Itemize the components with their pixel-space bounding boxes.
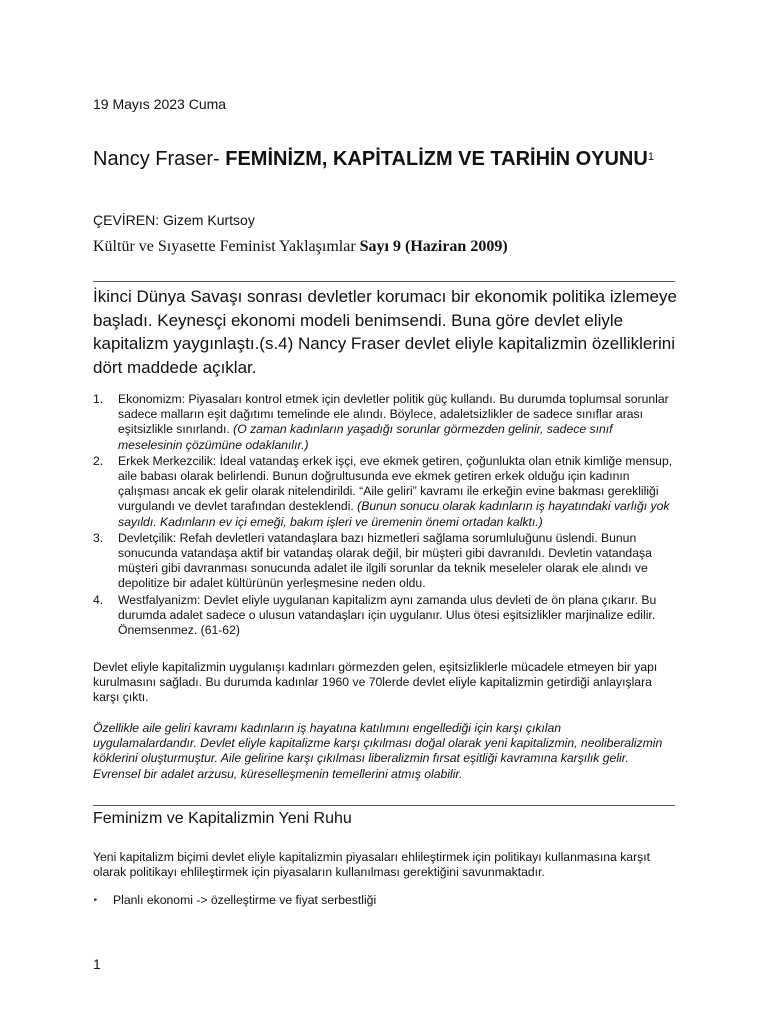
source-issue: Sayı 9 (Haziran 2009) <box>359 238 508 255</box>
list-item <box>93 593 673 639</box>
body-paragraph: Devlet eliyle kapitalizmin uygulanışı kadınları görmezden gelen, eşitsizliklerle mücadele etmeyen bir yapı kurulmasını sağladı. Bu durumda kadınlar 1960 ve 70lerde devlet eliyle kapitalizmin getirdiği anlayışlara karşı çıktı. <box>93 660 658 705</box>
body-paragraph: Yeni kapitalizm biçimi devlet eliyle kapitalizmin piyasaları ehlileştirmek için politikayı kullanmasına karşıt olarak politikayı ehlileştirmek için piyasaların kullanılması gerektiğini savunmaktadır. <box>93 850 651 879</box>
list-item <box>93 454 673 530</box>
bullet-text: Planlı ekonomi -> özelleştirme ve fiyat serbestliği <box>113 893 377 907</box>
translator-line: ÇEVİREN: Gizem Kurtsoy <box>93 212 255 228</box>
list-number: 1. <box>93 392 104 406</box>
top-divider <box>93 281 675 282</box>
document-date: 19 Mayıs 2023 Cuma <box>93 96 227 112</box>
bullet-marker: ‣ <box>93 895 99 905</box>
list-item <box>93 531 673 592</box>
list-text: Westfalyanizm: Devlet eliyle uygulanan kapitalizm aynı zamanda ulus devleti de ön plana çıkarır. Bu durumda adalet sadece o ulusun vatandaşları için uygulanır. Ulus ötesi eşitsizlikler marjinalize edilir. Önemsenmez. (61-62) <box>118 592 657 638</box>
title-footnote-marker: 1 <box>647 151 654 163</box>
list-text: Erkek Merkezcilik: İdeal vatandaş erkek işçi, eve ekmek getiren, çoğunlukta olan etnik kimliğe mensup, aile babası olarak belirlendi. Bunun doğrultusunda eve ekmek getiren erkek olduğu için kadının çalışması ancak ek gelir olarak nitelendirildi. “Aile geliri” kavramı ile erkeğin evine bakması gerekliliği vurgulandı ve devlet tarafından desteklendi. <box>118 453 673 514</box>
document-title <box>93 146 693 173</box>
bullet-item <box>93 893 376 907</box>
list-item <box>93 392 673 453</box>
list-italic-note: (Bunun sonucu olarak kadınların iş hayatındaki varlığı yok sayıldı. Kadınların ev içi emeği, bakım işleri ve üremenin önemi ortadan kalktı.) <box>118 499 670 529</box>
list-text: Devletçilik: Refah devletleri vatandaşlara bazı hizmetleri sağlama sorumluluğunu üslendi. Bunun sonucunda vatandaşa aktif bir vatandaş olarak değil, bir müşteri gibi davranıldı. Devletin vatandaşa müşteri gibi davranması sonucunda adalet ile ilgili sorunlar da teknik meseleler olarak ele alındı ve depolitize bir adalet kültürünün yerleşmesine neden oldu. <box>118 530 652 591</box>
numbered-list <box>93 392 673 639</box>
title-author: Nancy Fraser- <box>93 148 226 170</box>
section-divider <box>93 805 675 806</box>
list-italic-note: (O zaman kadınların yaşadığı sorunlar görmezden gelinir, sadece sınıf meselesinin çözümüne odaklanılır.) <box>118 422 613 452</box>
italic-paragraph: Özellikle aile geliri kavramı kadınların iş hayatına katılımını engellediği için karşı çıkılan uygulamalardandır. Devlet eliyle kapitalizme karşı çıkılması doğal olarak yeni kapitalizmin, neoliberalizmin köklerini oluşturmuştur. Aile gelirine karşı çıkılması liberalizmin fırsat eşitliği kavramına karşılık gelir. Evrensel bir adalet arzusu, küreselleşmenin temellerini atmış olabilir. <box>93 721 663 781</box>
list-text: Ekonomizm: Piyasaları kontrol etmek için devletler politik güç kullandı. Bu durumda toplumsal sorunlar sadece malların eşit dağıtımı temelinde ele alındı. Böylece, adaletsizlikler de sadece sınıflar arası eşitsizlikle sınırlandı. <box>118 392 669 437</box>
list-number: 2. <box>93 453 104 468</box>
list-number: 3. <box>93 530 104 545</box>
list-number: 4. <box>93 592 104 607</box>
title-main: FEMİNİZM, KAPİTALİZM VE TARİHİN OYUNU <box>225 148 648 170</box>
lead-paragraph: İkinci Dünya Savaşı sonrası devletler korumacı bir ekonomik politika izlemeye başladı. Keynesçi ekonomi modeli benimsendi. Buna göre devlet eliyle kapitalizm yaygınlaştı.(s.4) Nancy Fraser devlet eliyle kapitalizmin özelliklerini dört maddede açıklar. <box>93 287 677 377</box>
source-line <box>93 238 508 256</box>
section-heading: Feminizm ve Kapitalizmin Yeni Ruhu <box>93 810 352 827</box>
page-number: 1 <box>93 956 101 972</box>
source-journal: Kültür ve Sıyasette Feminist Yaklaşımlar <box>93 238 360 255</box>
